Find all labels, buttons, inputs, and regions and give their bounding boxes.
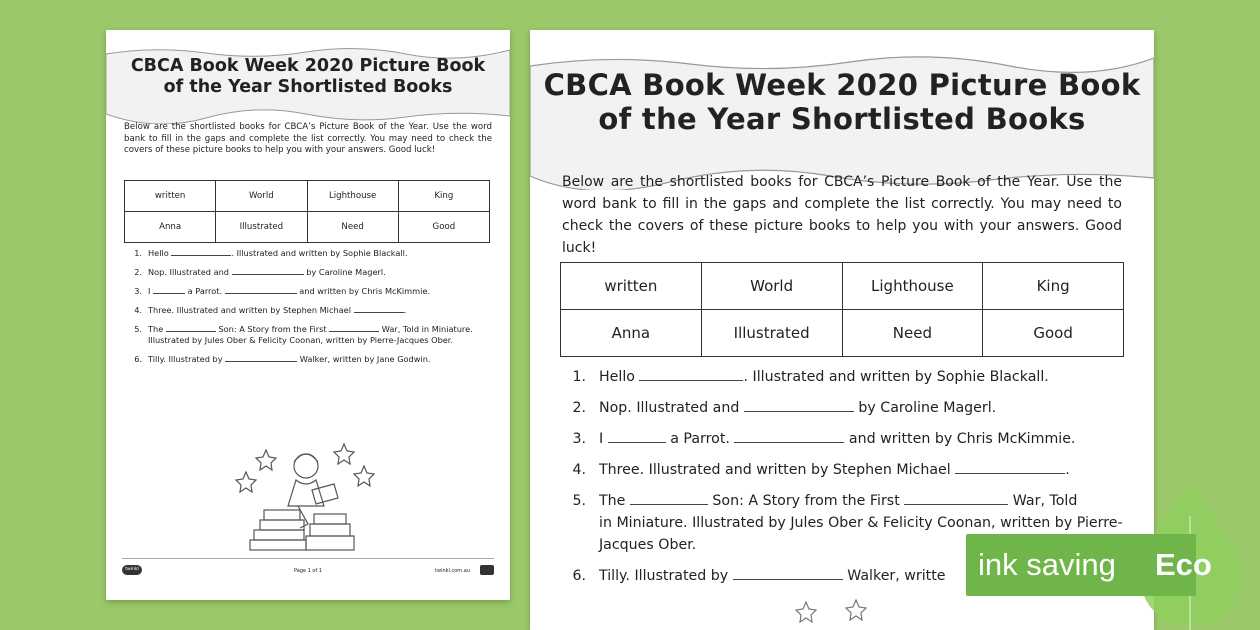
question-item: 2. Nop. Illustrated and by Caroline Magerl. — [134, 267, 386, 277]
answer-blank[interactable] — [955, 473, 1065, 474]
answer-blank[interactable] — [904, 504, 1008, 505]
word-bank-cell: Illustrated — [216, 212, 307, 243]
answer-blank[interactable] — [744, 411, 854, 412]
answer-blank[interactable] — [153, 293, 185, 294]
twinkl-logo: twinkl — [122, 565, 142, 575]
word-bank-cell: Lighthouse — [842, 263, 983, 310]
word-bank-row — [125, 181, 490, 212]
word-bank-cell: World — [701, 263, 842, 310]
word-bank-cell: Anna — [561, 310, 702, 357]
word-bank-row — [125, 212, 490, 243]
question-item: 1. Hello . Illustrated and written by Sophie Blackall. — [572, 369, 1049, 385]
word-bank-cell: Lighthouse — [307, 181, 398, 212]
question-item: 2. Nop. Illustrated and by Caroline Magerl. — [572, 400, 997, 416]
word-bank-cell: Good — [983, 310, 1124, 357]
answer-blank[interactable] — [329, 331, 379, 332]
word-bank-cell: Need — [307, 212, 398, 243]
word-bank-cell: Anna — [125, 212, 216, 243]
answer-blank[interactable] — [171, 255, 231, 256]
word-bank-cell: Illustrated — [701, 310, 842, 357]
worksheet-title: CBCA Book Week 2020 Picture Book of the Year Shortlisted Books — [130, 56, 486, 97]
answer-blank[interactable] — [639, 380, 743, 381]
answer-blank[interactable] — [225, 361, 297, 362]
word-bank-cell: written — [125, 181, 216, 212]
word-bank-cell: Good — [398, 212, 489, 243]
question-item: 6. Tilly. Illustrated by Walker, writte — [572, 568, 946, 584]
word-bank-table — [560, 262, 1124, 357]
brand-mark-icon — [480, 565, 494, 575]
answer-blank[interactable] — [232, 274, 304, 275]
word-bank-row — [561, 263, 1124, 310]
question-list — [128, 248, 484, 373]
answer-blank[interactable] — [733, 579, 843, 580]
question-item: 5. The Son: A Story from the First War, Told in Miniature. Illustrated by Jules Ober & Felicity Coonan, written by Pierre-Jacques Ober. — [134, 324, 473, 345]
answer-blank[interactable] — [734, 442, 844, 443]
eco-label: Eco — [1155, 547, 1212, 582]
worksheet-title: CBCA Book Week 2020 Picture Book of the Year Shortlisted Books — [543, 68, 1141, 137]
word-bank-row — [561, 310, 1124, 357]
answer-blank[interactable] — [354, 312, 404, 313]
worksheet-footer — [122, 558, 494, 581]
word-bank-cell: Need — [842, 310, 983, 357]
worksheet-intro: Below are the shortlisted books for CBCA’s Picture Book of the Year. Use the word bank to fill in the gaps and complete the list correctly. You may need to check the covers of these picture books to help you with your answers. Good luck! — [562, 174, 1122, 256]
answer-blank[interactable] — [225, 293, 297, 294]
stars-decoration-icon — [792, 598, 872, 628]
answer-blank[interactable] — [630, 504, 708, 505]
worksheet-preview-full — [106, 30, 510, 600]
answer-blank[interactable] — [166, 331, 216, 332]
badge-label: ink saving — [978, 547, 1116, 582]
question-item: 5. The Son: A Story from the First War, Told in Miniature. Illustrated by Jules Ober & Felicity Coonan, written by Pierre-Jacques Ober. — [572, 493, 1123, 553]
word-bank-cell: World — [216, 181, 307, 212]
question-item: 4. Three. Illustrated and written by Stephen Michael . — [572, 462, 1070, 478]
page-number: Page 1 of 1 — [293, 568, 323, 574]
question-item: 6. Tilly. Illustrated by Walker, written by Jane Godwin. — [134, 354, 431, 364]
question-item: 1. Hello . Illustrated and written by Sophie Blackall. — [134, 248, 408, 258]
ink-saving-badge — [966, 534, 1226, 596]
reading-child-illustration — [224, 410, 394, 560]
word-bank-cell: King — [983, 263, 1124, 310]
word-bank-cell: written — [561, 263, 702, 310]
worksheet-intro: Below are the shortlisted books for CBCA’s Picture Book of the Year. Use the word bank to fill in the gaps and complete the list correctly. You may need to check the covers of these picture books to help you with your answers. Good luck! — [124, 122, 492, 155]
word-bank-table — [124, 180, 490, 243]
question-item: 3. I a Parrot. and written by Chris McKimmie. — [134, 286, 431, 296]
answer-blank[interactable] — [608, 442, 666, 443]
question-item: 4. Three. Illustrated and written by Stephen Michael . — [134, 305, 407, 315]
word-bank-cell: King — [398, 181, 489, 212]
site-url: twinkl.com.au — [435, 568, 470, 574]
question-item: 3. I a Parrot. and written by Chris McKimmie. — [572, 431, 1076, 447]
